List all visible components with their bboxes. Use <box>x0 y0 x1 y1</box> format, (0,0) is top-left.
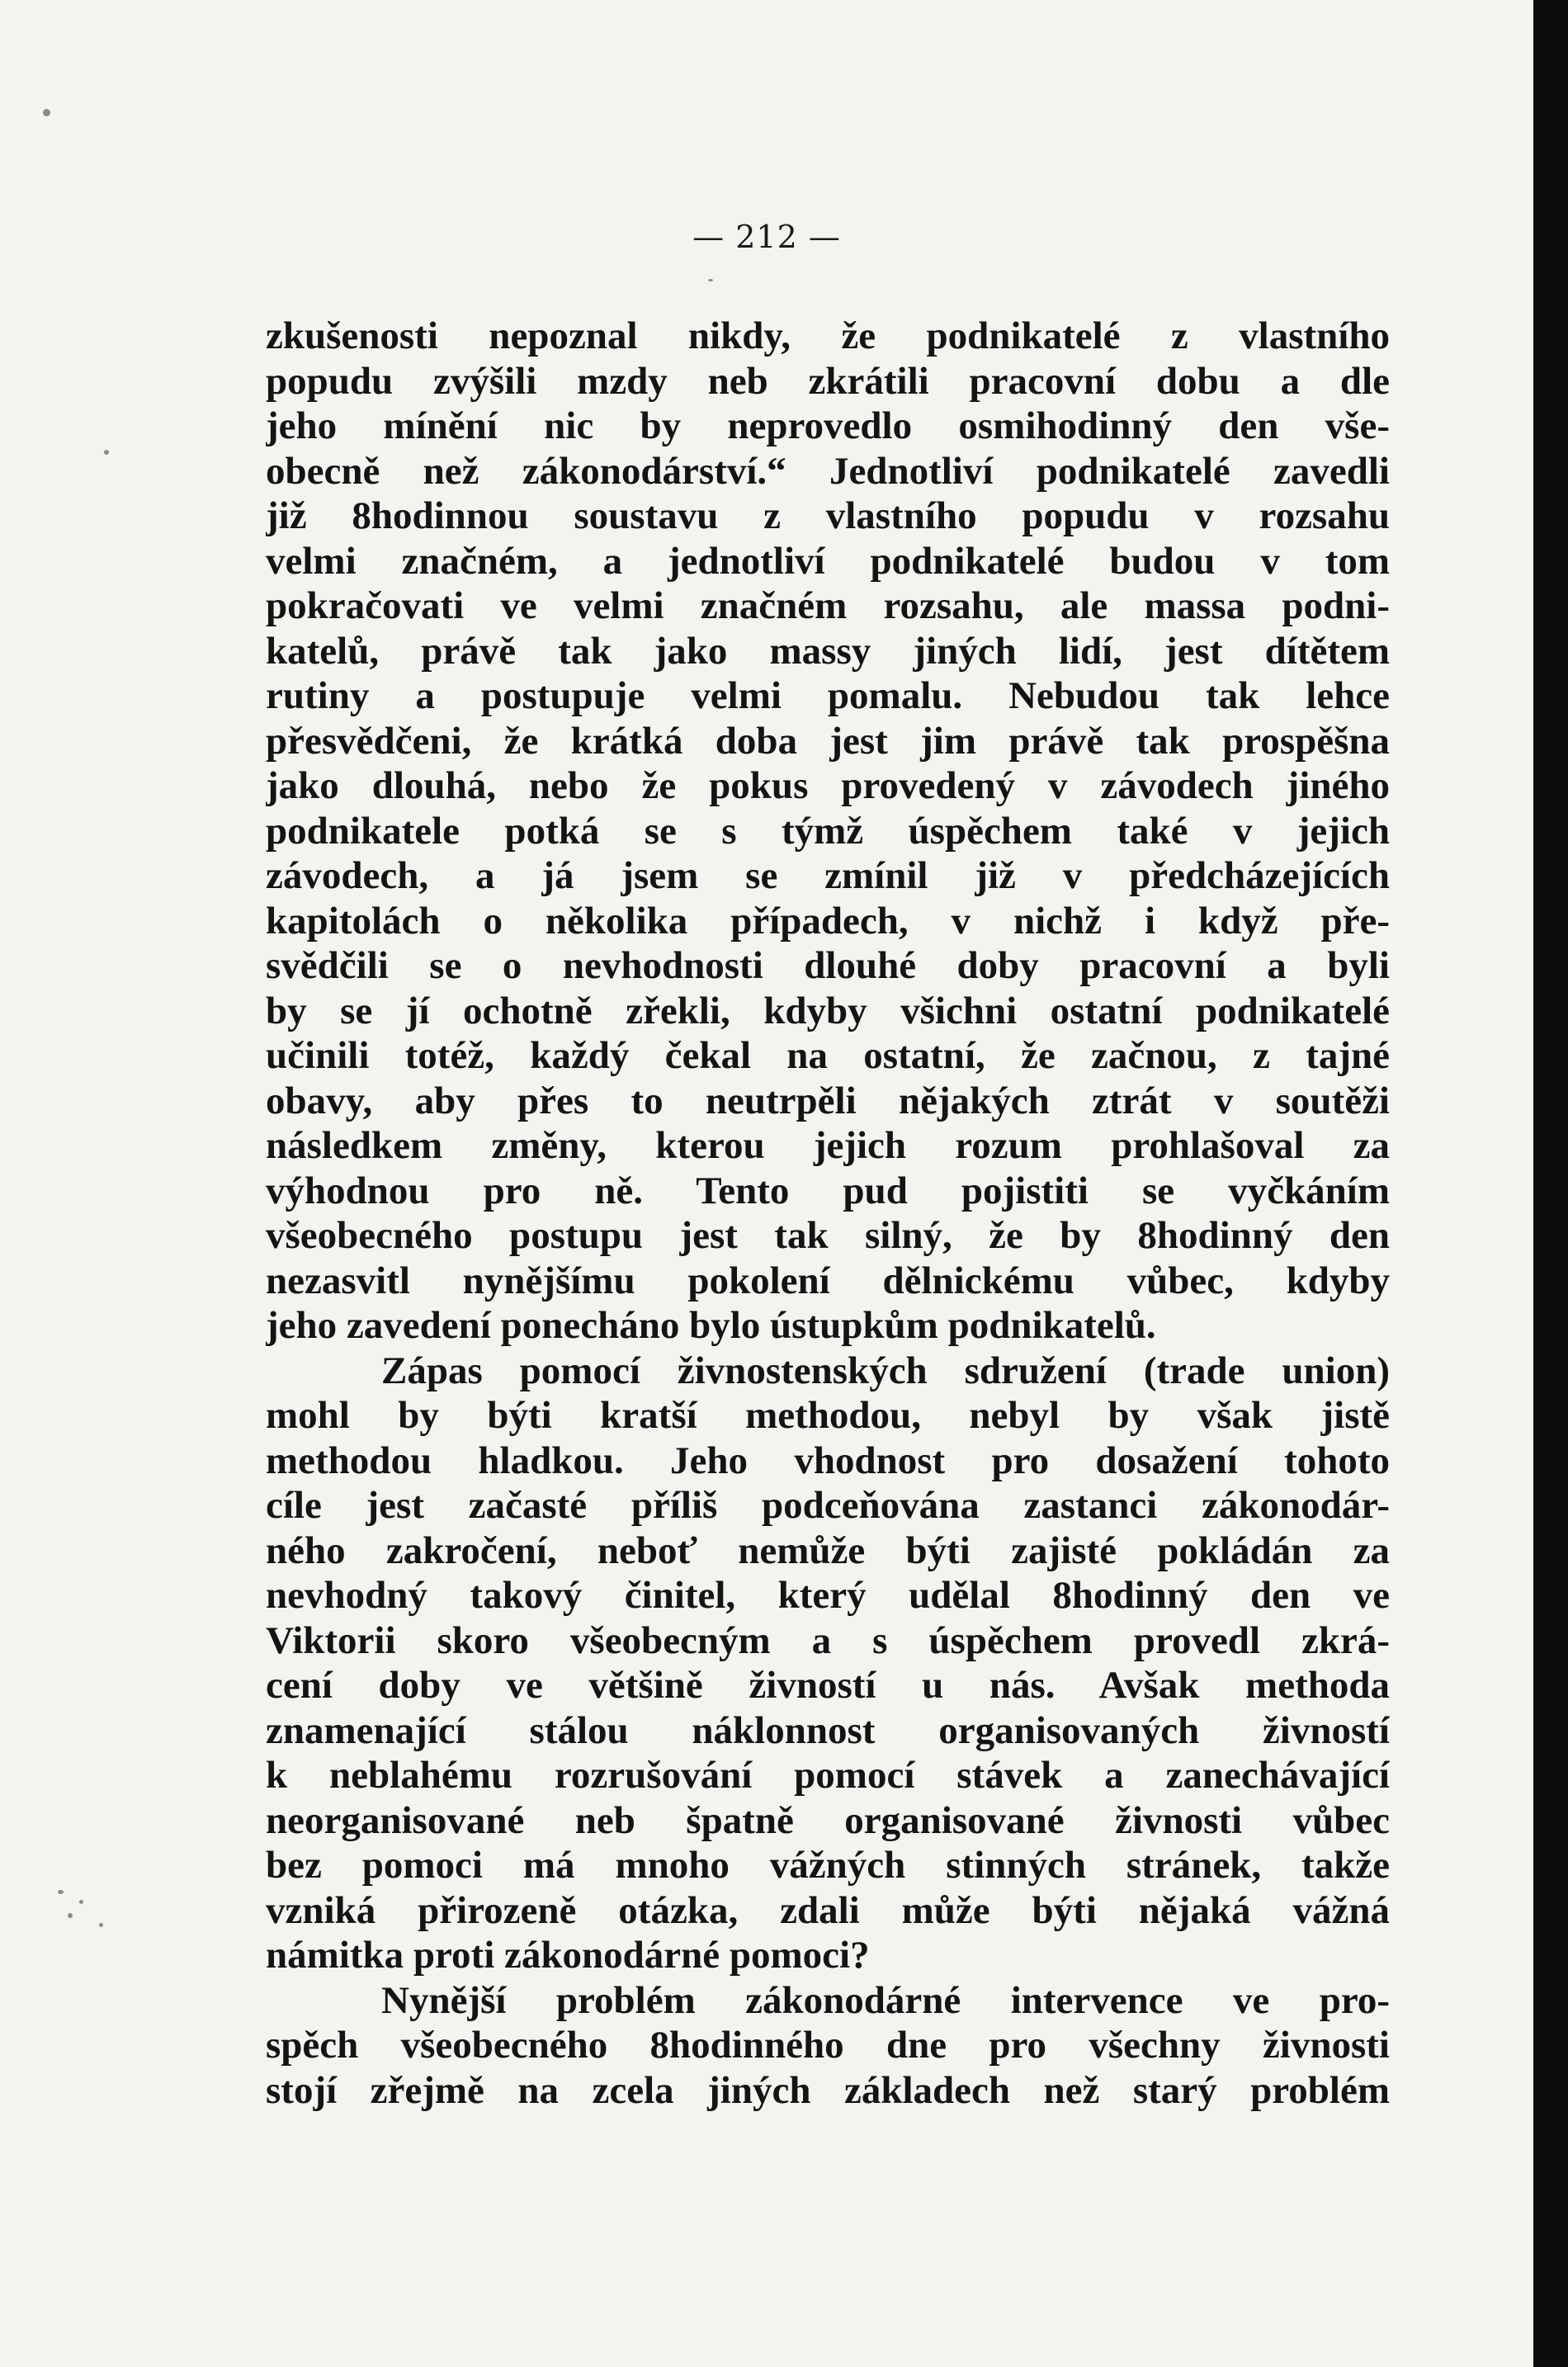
scan-speck <box>104 450 109 455</box>
text-line: závodech, a já jsem se zmínil již v předcházejících <box>266 854 1390 897</box>
text-line: by se jí ochotně zřekli, kdyby všichni ostatní podnikatelé <box>266 989 1390 1032</box>
text-line: přesvědčeni, že krátká doba jest jim právě tak prospěšna <box>266 719 1390 763</box>
text-line: katelů, právě tak jako massy jiných lidí, jest dítětem <box>266 629 1390 673</box>
text-line: cení doby ve většině živností u nás. Avšak methoda <box>266 1664 1390 1707</box>
text-line: ného zakročení, neboť nemůže býti zajisté pokládán za <box>266 1528 1390 1572</box>
scan-speck <box>708 279 713 281</box>
text-line: mohl by býti kratší methodou, nebyl by však jistě <box>266 1394 1390 1437</box>
text-line: obavy, aby přes to neutrpěli nějakých ztrát v soutěži <box>266 1079 1390 1122</box>
text-line: jeho mínění nic by neprovedlo osmihodinný den vše- <box>266 404 1390 447</box>
text-line: Viktorii skoro všeobecným a s úspěchem provedl zkrá- <box>266 1618 1390 1662</box>
text-line: velmi značném, a jednotliví podnikatelé budou v tom <box>266 539 1390 583</box>
text-line: kapitolách o několika případech, v nichž i když pře- <box>266 899 1390 943</box>
page-number: — 212 — <box>692 219 841 255</box>
text-line: zkušenosti nepoznal nikdy, že podnikatelé z vlastního <box>266 314 1390 357</box>
text-line: námitka proti zákonodárné pomoci? <box>266 1934 870 1977</box>
scan-speck <box>43 109 50 116</box>
text-line: podnikatele potká se s týmž úspěchem také v jejich <box>266 809 1390 853</box>
text-line: učinili totéž, každý čekal na ostatní, že začnou, z tajné <box>266 1034 1390 1077</box>
scan-speck <box>58 1890 64 1894</box>
scan-speck <box>99 1923 103 1927</box>
text-line: popudu zvýšili mzdy neb zkrátili pracovní dobu a dle <box>266 359 1390 403</box>
text-line: výhodnou pro ně. Tento pud pojistiti se vyčkáním <box>266 1169 1390 1212</box>
page-edge-shadow <box>1533 0 1568 2367</box>
text-line: k neblahému rozrušování pomocí stávek a zanechávající <box>266 1754 1390 1797</box>
text-line: již 8hodinnou soustavu z vlastního popudu v rozsahu <box>266 494 1390 537</box>
text-line: svědčili se o nevhodnosti dlouhé doby pracovní a byli <box>266 944 1390 987</box>
text-line: vzniká přirozeně otázka, zdali může býti nějaká vážná <box>266 1888 1390 1932</box>
text-line: nevhodný takový činitel, který udělal 8hodinný den ve <box>266 1574 1390 1617</box>
text-line: obecně než zákonodárství.“ Jednotliví podnikatelé zavedli <box>266 449 1390 493</box>
scan-speck <box>79 1900 83 1904</box>
text-line: Zápas pomocí živnostenských sdružení (trade union) <box>381 1349 1390 1392</box>
text-line: rutiny a postupuje velmi pomalu. Nebudou tak lehce <box>266 674 1390 717</box>
text-line: pokračovati ve velmi značném rozsahu, ale massa podni- <box>266 584 1390 627</box>
text-line: Nynější problém zákonodárné intervence ve pro- <box>381 1978 1390 2022</box>
text-line: spěch všeobecného 8hodinného dne pro všechny živnosti <box>266 2024 1390 2067</box>
text-line: jako dlouhá, nebo že pokus provedený v závodech jiného <box>266 764 1390 807</box>
text-line: bez pomoci má mnoho vážných stinných stránek, takže <box>266 1844 1390 1887</box>
text-line: stojí zřejmě na zcela jiných základech než starý problém <box>266 2068 1390 2112</box>
text-line: neorganisované neb špatně organisované živnosti vůbec <box>266 1798 1390 1842</box>
text-line: následkem změny, kterou jejich rozum prohlašoval za <box>266 1124 1390 1167</box>
text-line: všeobecného postupu jest tak silný, že by 8hodinný den <box>266 1214 1390 1257</box>
scan-speck <box>68 1913 73 1918</box>
text-line: nezasvitl nynějšímu pokolení dělnickému vůbec, kdyby <box>266 1259 1390 1302</box>
body-text <box>266 314 1390 2113</box>
text-line: cíle jest začasté příliš podceňována zastanci zákonodár- <box>266 1484 1390 1527</box>
text-line: methodou hladkou. Jeho vhodnost pro dosažení tohoto <box>266 1439 1390 1482</box>
text-line: jeho zavedení ponecháno bylo ústupkům podnikatelů. <box>266 1304 1156 1347</box>
text-line: znamenající stálou náklonnost organisovaných živností <box>266 1708 1390 1752</box>
